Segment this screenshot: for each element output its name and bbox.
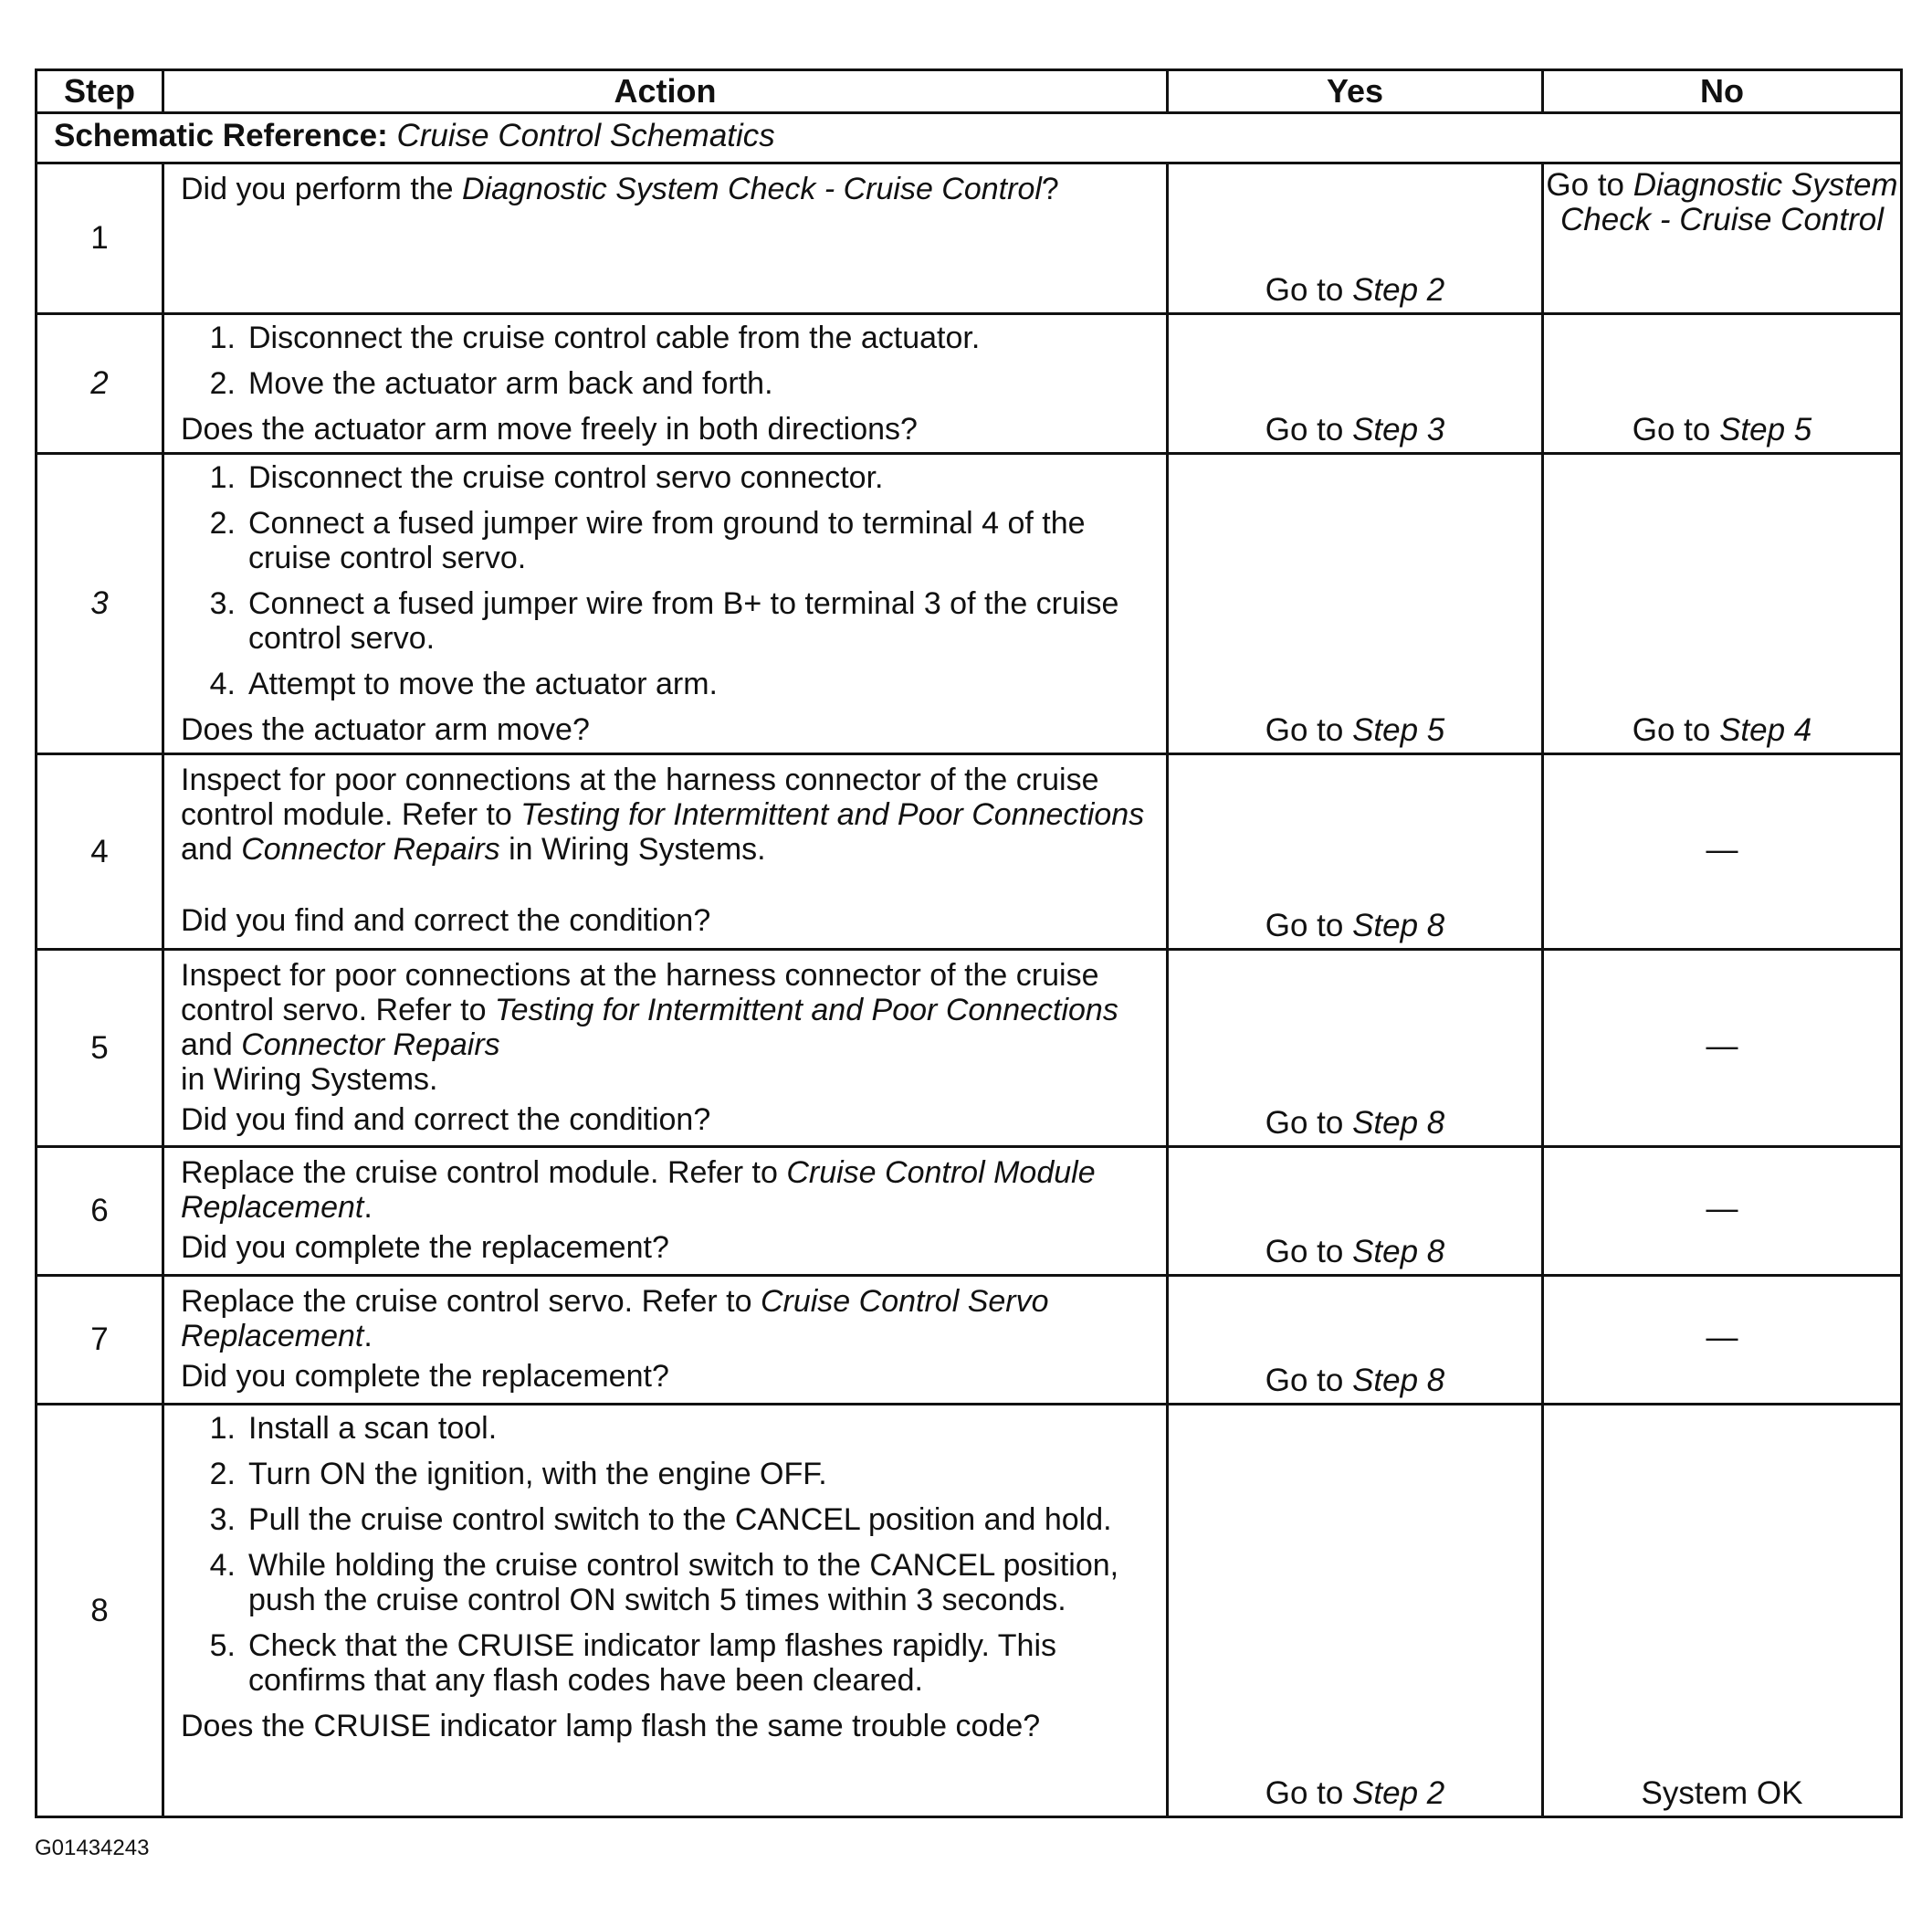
step-number: 8 xyxy=(37,1405,163,1817)
action-text: Replace the cruise control servo. Refer to Cruise Control Servo Replacement. xyxy=(181,1284,1049,1353)
no-cell: Go to Step 4 xyxy=(1543,454,1902,754)
schematic-reference-row xyxy=(37,113,1902,163)
step-number: 4 xyxy=(37,754,163,950)
yes-link[interactable]: Step 8 xyxy=(1352,1234,1445,1269)
header-row xyxy=(37,70,1902,113)
yes-cell: Go to Step 8 xyxy=(1168,1276,1543,1405)
diagnostic-check-link[interactable]: Diagnostic System Check - Cruise Control xyxy=(462,172,1042,206)
step-number: 3 xyxy=(37,454,163,754)
table-row xyxy=(37,950,1902,1147)
diagnostic-table xyxy=(35,68,1903,1818)
yes-cell: Go to Step 8 xyxy=(1168,754,1543,950)
action-list xyxy=(181,1411,1155,1698)
reference-link[interactable]: Testing for Intermittent and Poor Connections xyxy=(520,797,1145,832)
no-link[interactable]: Step 5 xyxy=(1719,412,1812,447)
yes-link[interactable]: Step 2 xyxy=(1352,272,1445,308)
no-cell: — xyxy=(1543,1147,1902,1276)
schematic-reference xyxy=(37,113,1902,163)
action-item: 1. Disconnect the cruise control cable from the actuator. xyxy=(209,321,981,355)
action-item: 2. Turn ON the ignition, with the engine OFF. xyxy=(209,1457,827,1491)
table-row xyxy=(37,1276,1902,1405)
yes-cell: Go to Step 3 xyxy=(1168,314,1543,454)
action-list xyxy=(181,460,1155,701)
action-cell xyxy=(163,1405,1168,1817)
table-row xyxy=(37,1147,1902,1276)
action-cell xyxy=(163,454,1168,754)
action-item: 5. Check that the CRUISE indicator lamp flashes rapidly. This confirms that any flash codes have been cleared. xyxy=(209,1628,1057,1698)
yes-cell: Go to Step 5 xyxy=(1168,454,1543,754)
yes-link[interactable]: Step 8 xyxy=(1352,1363,1445,1398)
action-question: Did you complete the replacement? xyxy=(181,1230,669,1265)
reference-link[interactable]: Cruise Control Servo Replacement xyxy=(181,1284,1049,1353)
figure-id: G01434243 xyxy=(35,1836,150,1860)
action-question: Does the actuator arm move freely in both directions? xyxy=(181,412,918,447)
step-number: 6 xyxy=(37,1147,163,1276)
action-question: Did you find and correct the condition? xyxy=(181,1102,711,1137)
schematic-reference-label: Schematic Reference: xyxy=(54,118,388,153)
action-item: 2. Move the actuator arm back and forth. xyxy=(209,366,773,401)
action-question: Does the actuator arm move? xyxy=(181,712,590,747)
action-item: 3. Connect a fused jumper wire from B+ to terminal 3 of the cruise control servo. xyxy=(209,586,1119,656)
action-text: Inspect for poor connections at the harness connector of the cruise control module. Refer to Testing for Intermittent and Poor Connections and Connector Repairs in Wiring Systems. xyxy=(181,763,1145,867)
action-cell xyxy=(163,950,1168,1147)
header-step: Step xyxy=(37,70,163,113)
action-cell xyxy=(163,163,1168,314)
action-cell xyxy=(163,314,1168,454)
step-number: 2 xyxy=(37,314,163,454)
yes-cell: Go to Step 2 xyxy=(1168,1405,1543,1817)
action-text: Inspect for poor connections at the harness connector of the cruise control servo. Refer to Testing for Intermittent and Poor Connections and Connector Repairs in Wiring Systems. xyxy=(181,958,1118,1097)
header-no: No xyxy=(1543,70,1902,113)
no-link[interactable]: Step 4 xyxy=(1719,712,1812,748)
table-row xyxy=(37,1405,1902,1817)
header-yes: Yes xyxy=(1168,70,1543,113)
reference-link[interactable]: Connector Repairs xyxy=(241,832,500,867)
table-row xyxy=(37,163,1902,314)
action-cell xyxy=(163,754,1168,950)
table-row xyxy=(37,754,1902,950)
reference-link[interactable]: Connector Repairs xyxy=(241,1027,500,1062)
action-item: 2. Connect a fused jumper wire from ground to terminal 4 of the cruise control servo. xyxy=(209,506,1086,575)
no-link[interactable]: Diagnostic System Check - Cruise Control xyxy=(1560,167,1898,237)
action-question: Did you complete the replacement? xyxy=(181,1359,669,1394)
yes-link[interactable]: Step 5 xyxy=(1352,712,1445,748)
schematic-reference-link[interactable]: Cruise Control Schematics xyxy=(396,118,775,153)
action-cell xyxy=(163,1147,1168,1276)
yes-link[interactable]: Step 8 xyxy=(1352,908,1445,943)
yes-cell: Go to Step 8 xyxy=(1168,950,1543,1147)
no-cell: Go to Diagnostic System Check - Cruise Control xyxy=(1543,163,1902,314)
action-item: 1. Disconnect the cruise control servo connector. xyxy=(209,460,884,495)
no-cell: — xyxy=(1543,1276,1902,1405)
action-list xyxy=(181,321,1155,401)
reference-link[interactable]: Testing for Intermittent and Poor Connections xyxy=(494,993,1118,1027)
no-cell: — xyxy=(1543,754,1902,950)
reference-link[interactable]: Cruise Control Module Replacement xyxy=(181,1155,1096,1225)
action-question: Does the CRUISE indicator lamp flash the same trouble code? xyxy=(181,1709,1041,1743)
step-number: 1 xyxy=(37,163,163,314)
action-item: 4. Attempt to move the actuator arm. xyxy=(209,667,719,701)
header-action: Action xyxy=(163,70,1168,113)
yes-cell: Go to Step 2 xyxy=(1168,163,1543,314)
yes-link[interactable]: Step 3 xyxy=(1352,412,1445,447)
step-number: 5 xyxy=(37,950,163,1147)
table-row xyxy=(37,454,1902,754)
table-row xyxy=(37,314,1902,454)
action-item: 3. Pull the cruise control switch to the CANCEL position and hold. xyxy=(209,1502,1112,1537)
action-item: 4. While holding the cruise control switch to the CANCEL position, push the cruise control ON switch 5 times within 3 seconds. xyxy=(209,1548,1119,1617)
action-question: Did you find and correct the condition? xyxy=(181,903,711,938)
yes-link[interactable]: Step 8 xyxy=(1352,1105,1445,1141)
action-question: Did you perform the Diagnostic System Check - Cruise Control? xyxy=(181,172,1059,206)
no-cell: System OK xyxy=(1543,1405,1902,1817)
step-number: 7 xyxy=(37,1276,163,1405)
no-cell: — xyxy=(1543,950,1902,1147)
action-text: Replace the cruise control module. Refer to Cruise Control Module Replacement. xyxy=(181,1155,1096,1225)
no-cell: Go to Step 5 xyxy=(1543,314,1902,454)
yes-link[interactable]: Step 2 xyxy=(1352,1775,1445,1811)
yes-cell: Go to Step 8 xyxy=(1168,1147,1543,1276)
action-item: 1. Install a scan tool. xyxy=(209,1411,498,1446)
action-cell xyxy=(163,1276,1168,1405)
